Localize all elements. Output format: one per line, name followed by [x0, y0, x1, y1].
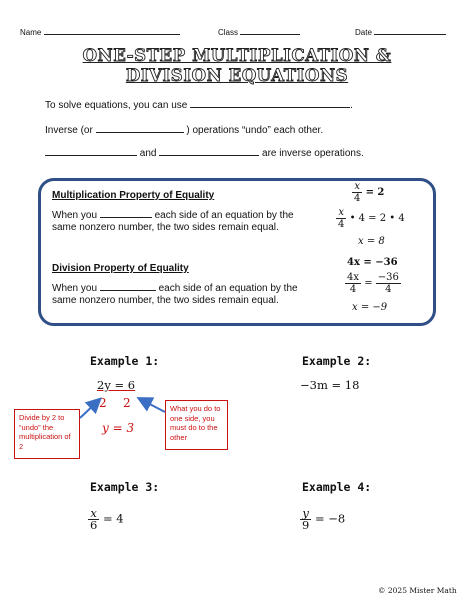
mult-property-heading: Multiplication Property of Equality	[52, 190, 215, 201]
div-eq-3: x = −9	[352, 302, 388, 313]
example-4-title: Example 4:	[302, 480, 372, 494]
example-3-equation: $\frac{x}{6}$ = 4	[90, 506, 124, 532]
example-1-result: y = 3	[102, 421, 135, 435]
example-1-title: Example 1:	[90, 354, 160, 368]
name-label: Name	[20, 28, 42, 37]
note-line-2: Inverse (or ) operations “undo” each other.	[45, 125, 324, 136]
mult-eq-1: $\frac{x}{4}$ = 2	[354, 181, 385, 204]
example-1-equation: 2y = 6	[97, 378, 136, 392]
copyright: © 2025 Mister Math	[378, 586, 457, 595]
div-property-text: When you each side of an equation by the same nonzero number, the two sides remain equal.	[52, 283, 298, 306]
callout-both-sides: What you do to one side, you must do to the other	[165, 400, 228, 450]
example-4-equation: $\frac{y}{9}$ = −8	[302, 506, 346, 532]
div-eq-2: $\frac{4x}{4}$ = $\frac{-36}{4}$	[347, 272, 399, 295]
arrow-left	[80, 400, 99, 418]
class-label: Class	[218, 28, 239, 37]
mult-eq-3: x = 8	[358, 236, 385, 247]
example-1-divisor-left: 2	[99, 396, 107, 410]
title-line-1: ONE-STEP MULTIPLICATION &	[82, 46, 392, 65]
arrow-right	[140, 399, 165, 412]
date-label: Date	[355, 28, 372, 37]
title-line-2: DIVISION EQUATIONS	[125, 66, 349, 85]
mult-eq-2: $\frac{x}{4}$ • 4 = 2 • 4	[338, 207, 405, 230]
callout-divide-by-2: Divide by 2 to “undo” the multiplication of 2	[14, 409, 80, 459]
note-line-1: To solve equations, you can use .	[45, 100, 353, 111]
example-2-title: Example 2:	[302, 354, 372, 368]
example-3-title: Example 3:	[90, 480, 160, 494]
example-1-divisor-right: 2	[123, 396, 131, 410]
div-eq-1: 4x = −36	[347, 257, 398, 268]
mult-property-text: When you each side of an equation by the same nonzero number, the two sides remain equal.	[52, 210, 294, 233]
example-2-equation: −3m = 18	[300, 378, 360, 392]
div-property-heading: Division Property of Equality	[52, 263, 189, 274]
note-line-3: and are inverse operations.	[45, 147, 364, 159]
